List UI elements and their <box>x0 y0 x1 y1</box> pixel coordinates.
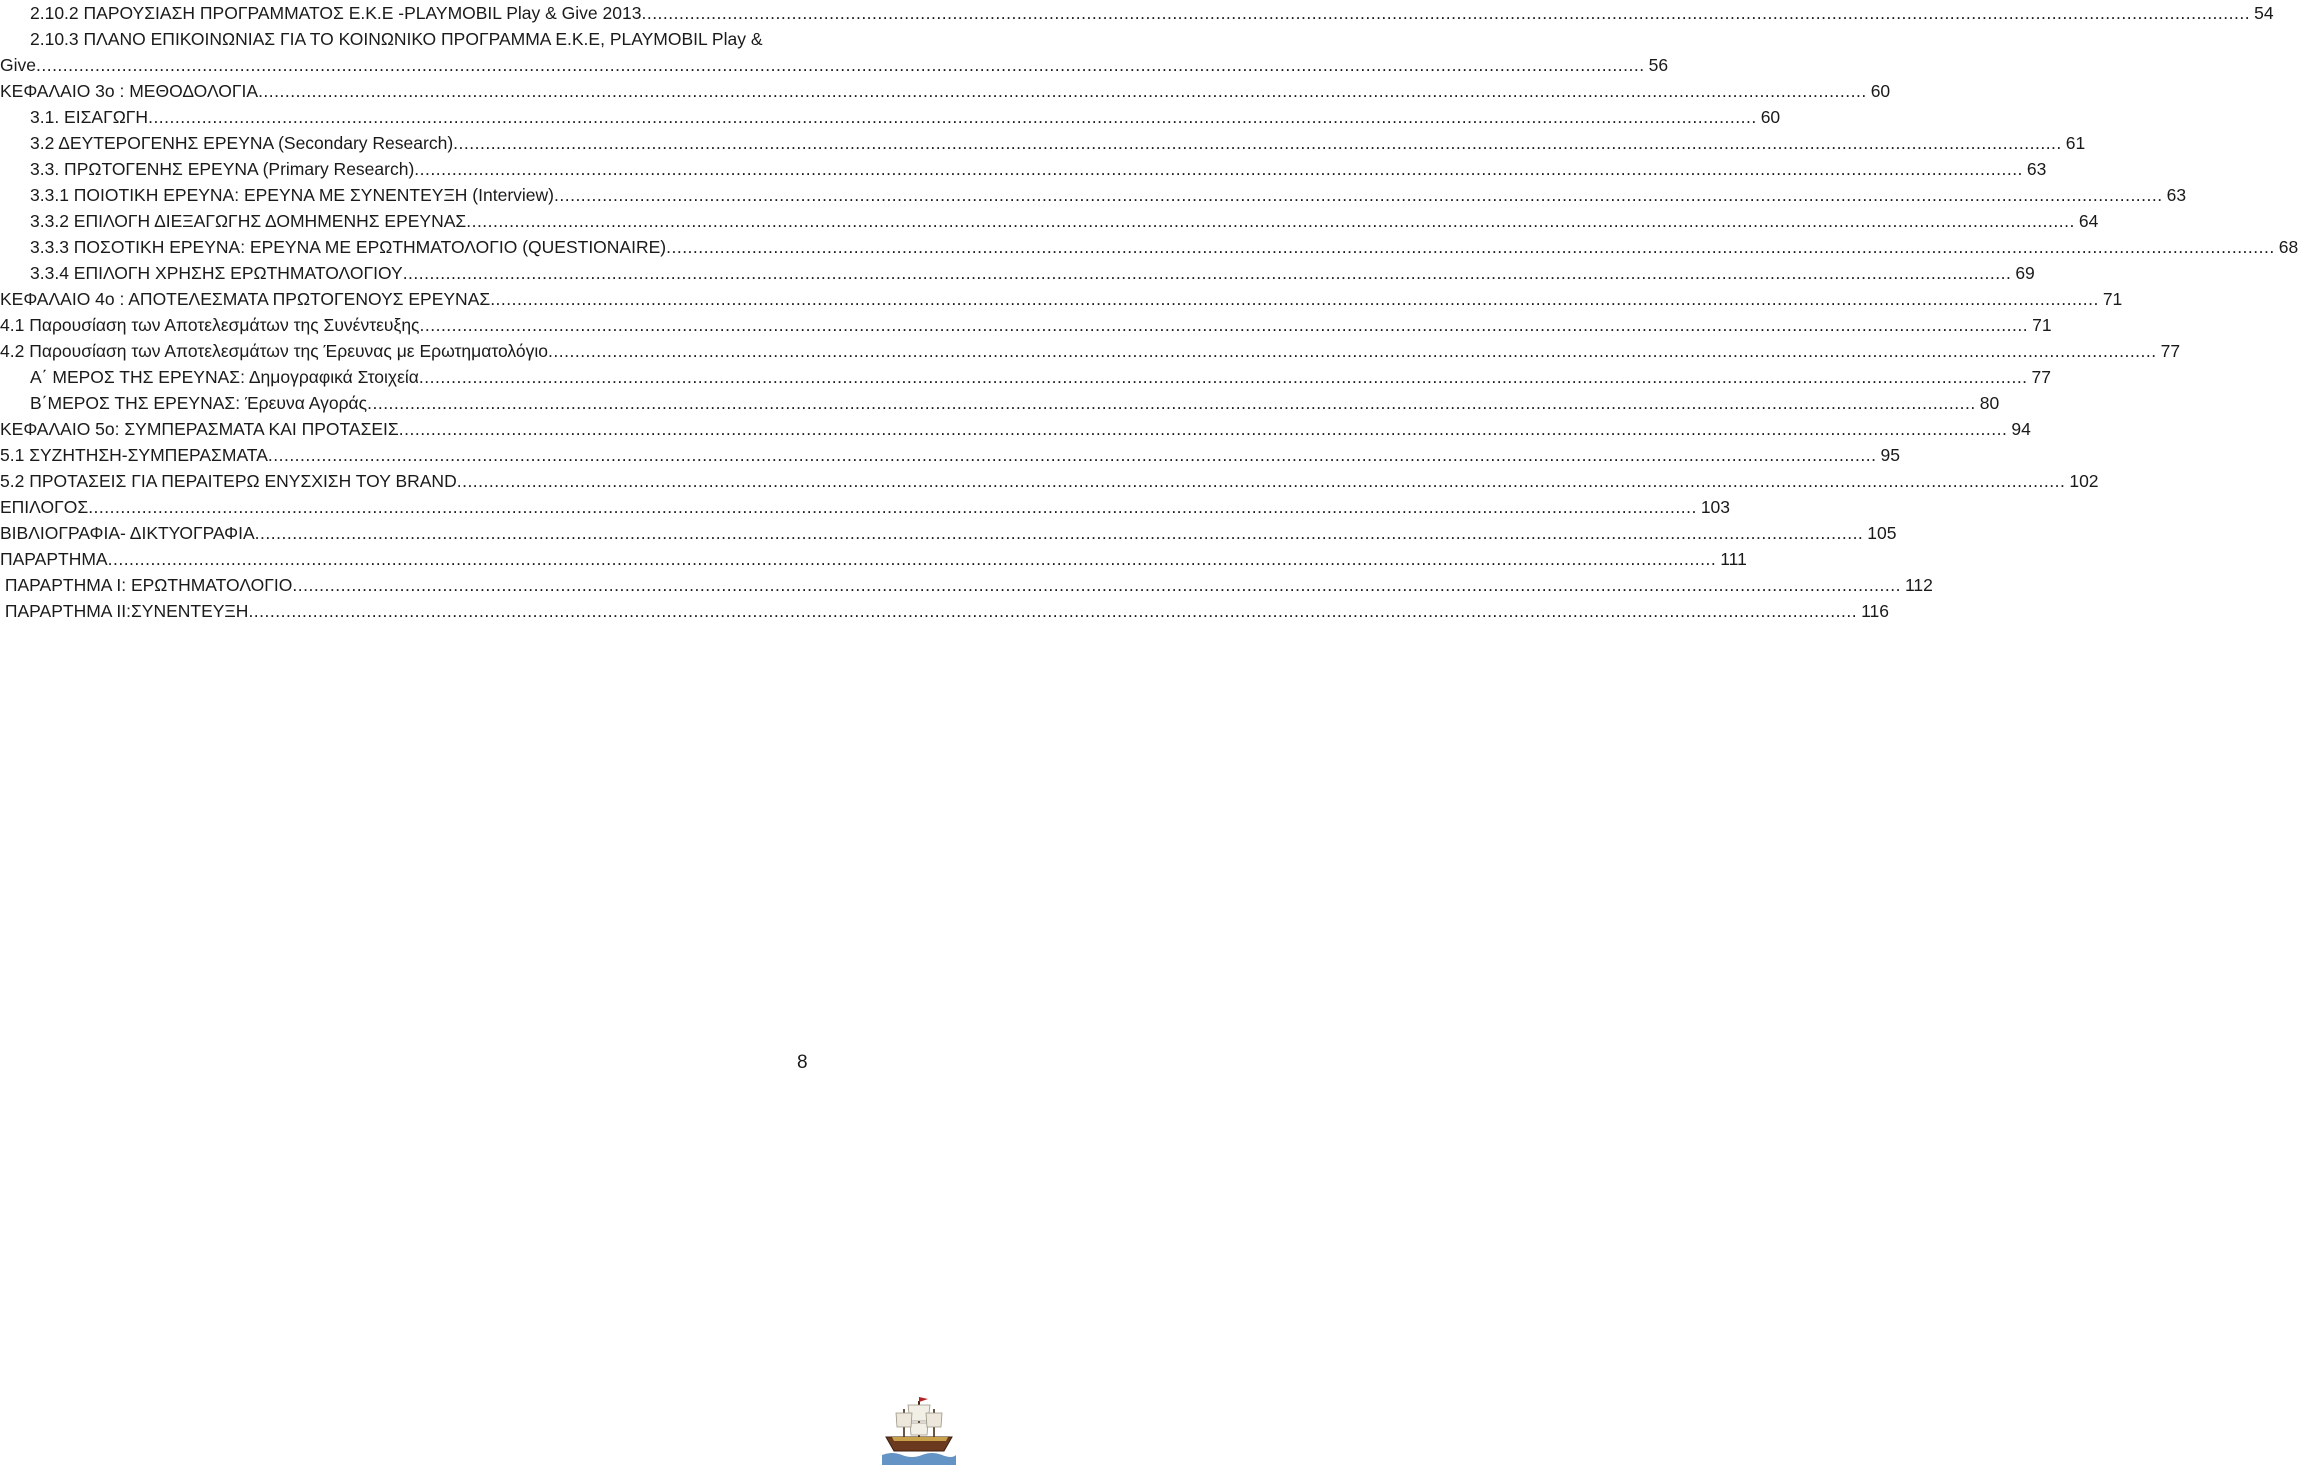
toc-entry[interactable] <box>0 338 2181 364</box>
toc-entry[interactable] <box>30 390 2000 416</box>
toc-entry-page: 105 <box>1867 523 1897 543</box>
toc-entry-title: 3.1. ΕΙΣΑΓΩΓΗ <box>30 107 149 127</box>
toc-entry-page: 102 <box>2069 471 2099 491</box>
toc-leader-dots: ............................................................................................................................................................................................................................................................................................................ <box>402 263 2012 283</box>
toc-entry[interactable] <box>0 312 2052 338</box>
toc-leader-dots: ............................................................................................................................................................................................................................................................................................................ <box>267 445 1877 465</box>
toc-entry[interactable] <box>0 598 1889 624</box>
toc-leader-dots: ............................................................................................................................................................................................................................................................................................................ <box>258 81 1867 101</box>
toc-entry-title: ΚΕΦΑΛΑΙΟ 5ο: ΣΥΜΠΕΡΑΣΜΑΤΑ ΚΑΙ ΠΡΟΤΑΣΕΙΣ <box>0 419 399 439</box>
toc-entry[interactable] <box>0 546 1747 572</box>
toc-entry[interactable] <box>30 130 2086 156</box>
toc-entry[interactable] <box>0 286 2123 312</box>
toc-entry-page: 68 <box>2278 237 2298 257</box>
toc-entry-page: 61 <box>2065 133 2086 153</box>
toc-entry-page: 111 <box>1720 549 1747 569</box>
toc-entry[interactable] <box>0 78 1891 104</box>
toc-entry-title: 5.2 ΠΡΟΤΑΣΕΙΣ ΓΙΑ ΠΕΡΑΙΤΕΡΩ ΕΝΥΣΧΙΣΗ ΤΟΥ BRAND <box>0 471 457 491</box>
toc-entry[interactable] <box>0 494 1731 520</box>
toc-entry-page: 116 <box>1861 601 1889 621</box>
toc-entry[interactable] <box>0 416 2031 442</box>
toc-entry-page: 63 <box>2026 159 2047 179</box>
toc-entry[interactable] <box>30 234 2298 260</box>
toc-entry[interactable] <box>30 182 2187 208</box>
toc-entry-page: 112 <box>1905 575 1933 595</box>
toc-entry-title: 2.10.2 ΠΑΡΟΥΣΙΑΣΗ ΠΡΟΓΡΑΜΜΑΤΟΣ Ε.Κ.Ε -PLAYMOBIL Play & Give 2013 <box>30 3 642 23</box>
toc-leader-dots: ............................................................................................................................................................................................................................................................................................................ <box>88 497 1697 517</box>
toc-entry[interactable] <box>0 26 1669 78</box>
toc-entry-title: 4.1 Παρουσίαση των Αποτελεσμάτων της Συνέντευξης <box>0 315 420 335</box>
toc-leader-dots: ............................................................................................................................................................................................................................................................................................................ <box>367 393 1976 413</box>
toc-entry-page: 71 <box>2032 315 2052 335</box>
toc-leader-dots: ............................................................................................................................................................................................................................................................................................................ <box>548 341 2157 361</box>
toc-entry-page: 63 <box>2166 185 2187 205</box>
toc-leader-dots: ............................................................................................................................................................................................................................................................................................................ <box>148 107 1757 127</box>
toc-entry-title: 3.3.4 ΕΠΙΛΟΓΗ ΧΡΗΣΗΣ ΕΡΩΤΗΜΑΤΟΛΟΓΙΟΥ <box>30 263 403 283</box>
toc-entry-page: 71 <box>2102 289 2123 309</box>
toc-entry-page: 77 <box>2031 367 2052 387</box>
toc-leader-dots: ............................................................................................................................................................................................................................................................................................................ <box>453 133 2062 153</box>
toc-leader-dots: ............................................................................................................................................................................................................................................................................................................ <box>248 601 1858 621</box>
toc-entry-title: ΚΕΦΑΛΑΙΟ 4ο : ΑΠΟΤΕΛΕΣΜΑΤΑ ΠΡΩΤΟΓΕΝΟΥΣ ΕΡΕΥΝΑΣ <box>0 289 491 309</box>
toc-entry-title: 3.2 ΔΕΥΤΕΡΟΓΕΝΗΣ ΕΡΕΥΝΑ (Secondary Research) <box>30 133 454 153</box>
toc-entry-page: 94 <box>2011 419 2031 439</box>
toc-entry-page: 60 <box>1760 107 1781 127</box>
toc-entry-page: 103 <box>1700 497 1731 517</box>
toc-leader-dots: ............................................................................................................................................................................................................................................................................................................ <box>398 419 2008 439</box>
toc-entry[interactable] <box>30 260 2035 286</box>
toc-leader-dots: ............................................................................................................................................................................................................................................................................................................ <box>466 211 2075 231</box>
toc-entry-title: Give <box>0 55 36 75</box>
toc-entry-page: 80 <box>1979 393 2000 413</box>
toc-entry-page: 77 <box>2160 341 2181 361</box>
toc-leader-dots: ............................................................................................................................................................................................................................................................................................................ <box>35 55 1645 75</box>
pirate-ship-icon <box>882 1393 956 1465</box>
toc-leader-dots: ............................................................................................................................................................................................................................................................................................................ <box>107 549 1717 569</box>
toc-leader-dots: ............................................................................................................................................................................................................................................................................................................ <box>292 575 1901 595</box>
toc-entry-title: 5.1 ΣΥΖΗΤΗΣΗ-ΣΥΜΠΕΡΑΣΜΑΤΑ <box>0 445 268 465</box>
toc-entry-title: ΕΠΙΛΟΓΟΣ <box>0 497 89 517</box>
toc-entry-title: 3.3. ΠΡΩΤΟΓΕΝΗΣ ΕΡΕΥΝΑ (Primary Research) <box>30 159 415 179</box>
toc-entry-title: 3.3.3 ΠΟΣΟΤΙΚΗ ΕΡΕΥΝΑ: ΕΡΕΥΝΑ ΜΕ ΕΡΩΤΗΜΑΤΟΛΟΓΙΟ (QUESTIONAIRE) <box>30 237 667 257</box>
toc-entry[interactable] <box>30 0 2274 26</box>
toc-entry-title: 4.2 Παρουσίαση των Αποτελεσμάτων της Έρευνας με Ερωτηματολόγιο <box>0 341 549 361</box>
toc-entry-title: 3.3.2 ΕΠΙΛΟΓΗ ΔΙΕΞΑΓΩΓΗΣ ΔΟΜΗΜΕΝΗΣ ΕΡΕΥΝΑΣ <box>30 211 467 231</box>
toc-entry[interactable] <box>30 364 2052 390</box>
page-number: 8 <box>797 1052 808 1073</box>
toc-leader-dots: ............................................................................................................................................................................................................................................................................................................ <box>456 471 2066 491</box>
toc-leader-dots: ............................................................................................................................................................................................................................................................................................................ <box>414 159 2023 179</box>
toc-entry-title: Α΄ ΜΕΡΟΣ ΤΗΣ ΕΡΕΥΝΑΣ: Δημογραφικά Στοιχεία <box>30 367 419 387</box>
toc-entry[interactable] <box>0 520 1897 546</box>
toc-entry-page: 95 <box>1880 445 1900 465</box>
toc-leader-dots: ............................................................................................................................................................................................................................................................................................................ <box>641 3 2251 23</box>
toc-entry[interactable] <box>30 156 2047 182</box>
toc-entry[interactable] <box>0 468 2099 494</box>
toc-entry-title-line1: 2.10.3 ΠΛΑΝΟ ΕΠΙΚΟΙΝΩΝΙΑΣ ΓΙΑ ΤΟ ΚΟΙΝΩΝΙΚΟ ΠΡΟΓΡΑΜΜΑ Ε.Κ.Ε, PLAYMOBIL Play & <box>30 29 763 49</box>
toc-entry-title: ΠΑΡΑΡΤΗΜΑ <box>0 549 108 569</box>
toc-entry-page: 60 <box>1870 81 1891 101</box>
toc-entry[interactable] <box>0 442 1900 468</box>
toc-entry[interactable] <box>30 104 1781 130</box>
toc-entry[interactable] <box>30 208 2099 234</box>
toc-entry-page: 64 <box>2078 211 2099 231</box>
toc-entry-title: ΚΕΦΑΛΑΙΟ 3ο : ΜΕΘΟΔΟΛΟΓΙΑ <box>0 81 259 101</box>
toc-entry-title: 3.3.1 ΠΟΙΟΤΙΚΗ ΕΡΕΥΝΑ: ΕΡΕΥΝΑ ΜΕ ΣΥΝΕΝΤΕΥΞΗ (Interview) <box>30 185 554 205</box>
toc-entry-page: 56 <box>1648 55 1669 75</box>
toc-leader-dots: ............................................................................................................................................................................................................................................................................................................ <box>254 523 1864 543</box>
toc-entry-page: 54 <box>2254 3 2274 23</box>
toc-entry[interactable] <box>0 572 1933 598</box>
toc-leader-dots: ............................................................................................................................................................................................................................................................................................................ <box>419 315 2029 335</box>
toc-leader-dots: ............................................................................................................................................................................................................................................................................................................ <box>554 185 2163 205</box>
toc-entry-page: 69 <box>2015 263 2035 283</box>
toc-entry-title: Β΄ΜΕΡΟΣ ΤΗΣ ΕΡΕΥΝΑΣ: Έρευνα Αγοράς <box>30 393 368 413</box>
toc-entry-title: ΒΙΒΛΙΟΓΡΑΦΙΑ- ΔΙΚΤΥΟΓΡΑΦΙΑ <box>0 523 255 543</box>
toc-entry-title: ΠΑΡΑΡΤΗΜΑ Ι: ΕΡΩΤΗΜΑΤΟΛΟΓΙΟ <box>0 575 293 595</box>
toc-leader-dots: ............................................................................................................................................................................................................................................................................................................ <box>666 237 2275 257</box>
toc-leader-dots: ............................................................................................................................................................................................................................................................................................................ <box>490 289 2099 309</box>
toc-entry-title: ΠΑΡΑΡΤΗΜΑ ΙΙ:ΣΥΝΕΝΤΕΥΞΗ <box>0 601 249 621</box>
toc-leader-dots: ............................................................................................................................................................................................................................................................................................................ <box>418 367 2028 387</box>
